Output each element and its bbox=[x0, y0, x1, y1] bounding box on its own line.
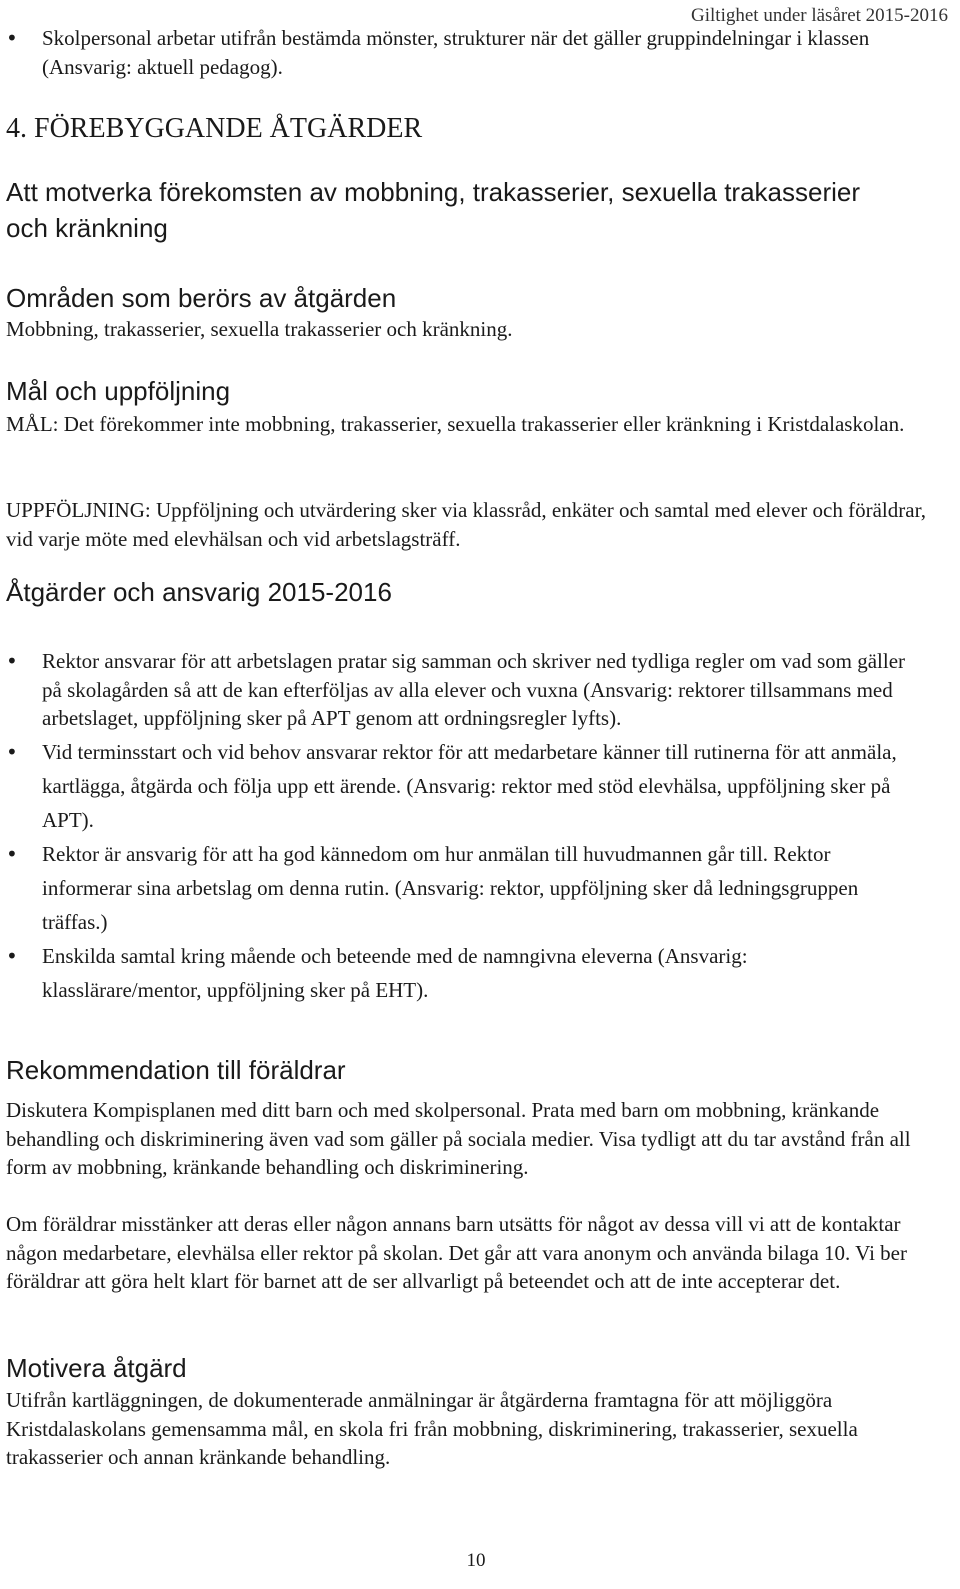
list-item: • Vid terminsstart och vid behov ansvarar rektor för att medarbetare känner till rutinerna för att anmäla, kartlägga, åtgärda och följa upp ett ärende. (Ansvarig: rektor med stöd elevhälsa, uppföljning sker på APT). bbox=[6, 735, 912, 837]
motivation-text: Utifrån kartläggningen, de dokumenterade anmälningar är åtgärderna framtagna för att möjliggöra Kristdalaskolans gemensamma mål, en skola fri från mobbning, diskriminering, trakasserier, sexuella trakasserier och annan kränkande behandling. bbox=[6, 1388, 858, 1469]
goals-heading: Mål och uppföljning bbox=[6, 376, 231, 406]
list-item: • Rektor ansvarar för att arbetslagen pratar sig samman och skriver ned tydliga regler om vad som gäller på skolagården så att de kan efterföljas av alla elever och vuxna (Ansvarig: rektorer tillsammans med arbetslaget, uppföljning sker på APT genom att ordningsregler lyfts). bbox=[6, 647, 912, 733]
goal-text: MÅL: Det förekommer inte mobbning, trakasserier, sexuella trakasserier eller kränkning i Kristdalaskolan. bbox=[6, 412, 905, 436]
section-subtitle: Att motverka förekomsten av mobbning, trakasserier, sexuella trakasserier och kränkning bbox=[6, 177, 861, 243]
page-number: 10 bbox=[466, 1550, 486, 1571]
section-title: 4. FÖREBYGGANDE ÅTGÄRDER bbox=[6, 113, 423, 144]
list-item: • Skolpersonal arbetar utifrån bestämda mönster, strukturer när det gäller gruppindelningar i klassen (Ansvarig: aktuell pedagog). bbox=[6, 24, 952, 81]
motivation-heading: Motivera åtgärd bbox=[6, 1353, 187, 1383]
list-item: • Enskilda samtal kring mående och beteende med de namngivna eleverna (Ansvarig: klasslärare/mentor, uppföljning sker på EHT). bbox=[6, 939, 912, 1007]
actions-list bbox=[6, 647, 912, 1007]
areas-text: Mobbning, trakasserier, sexuella trakasserier och kränkning. bbox=[6, 317, 513, 341]
actions-heading: Åtgärder och ansvarig 2015-2016 bbox=[6, 577, 392, 607]
list-item: • Rektor är ansvarig för att ha god kännedom om hur anmälan till huvudmannen går till. Rektor informerar sina arbetslag om denna rutin. (Ansvarig: rektor, uppföljning sker då ledningsgruppen träffas.) bbox=[6, 837, 912, 939]
parents-paragraph-1: Diskutera Kompisplanen med ditt barn och med skolpersonal. Prata med barn om mobbning, kränkande behandling och diskriminering även vad som gäller på sociala medier. Visa tydligt att du tar avstånd från all form av mobbning, kränkande behandling och diskriminering. bbox=[6, 1098, 911, 1179]
validity-header: Giltighet under läsåret 2015-2016 bbox=[691, 5, 948, 26]
followup-text: UPPFÖLJNING: Uppföljning och utvärdering sker via klassråd, enkäter och samtal med elever och föräldrar, vid varje möte med elevhälsan och vid arbetslagsträff. bbox=[6, 498, 926, 551]
areas-heading: Områden som berörs av åtgärden bbox=[6, 283, 397, 313]
top-bullet-list bbox=[6, 24, 952, 81]
parents-heading: Rekommendation till föräldrar bbox=[6, 1055, 346, 1085]
parents-paragraph-2: Om föräldrar misstänker att deras eller någon annans barn utsätts för något av dessa vill vi att de kontaktar någon medarbetare, elevhälsa eller rektor på skolan. Det går att vara anonym och använda bilaga 10. Vi ber föräldrar att göra helt klart för barnet att de ser allvarligt på beteendet och att de inte accepterar det. bbox=[6, 1212, 907, 1293]
